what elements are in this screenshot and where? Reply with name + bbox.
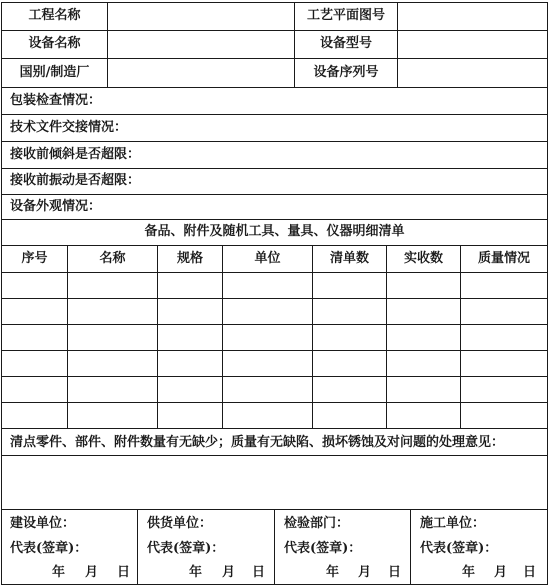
date-month: 月 — [358, 565, 372, 580]
date-day: 日 — [252, 565, 266, 580]
col-header: 规格 — [176, 251, 203, 266]
date-year: 年 — [189, 565, 203, 580]
tilt-limit-label: 接收前倾斜是否超限： — [10, 147, 141, 162]
packaging-check-label: 包装检查情况： — [10, 93, 102, 108]
date-month: 月 — [222, 565, 236, 580]
rep-signature-label: 代表(签章)： — [10, 541, 88, 556]
col-header: 清单数 — [329, 251, 369, 266]
row-line — [1, 114, 548, 115]
table-row-line — [1, 428, 548, 429]
supplier-unit-label: 供货单位： — [147, 516, 213, 531]
rep-signature-label: 代表(签章)： — [420, 541, 498, 556]
tech-docs-label: 技术文件交接情况： — [10, 120, 128, 135]
serial-number-label: 设备序列号 — [313, 65, 379, 80]
inspection-dept-label: 检验部门： — [284, 516, 350, 531]
date-year: 年 — [326, 565, 340, 580]
border-top — [1, 2, 548, 3]
col-header: 序号 — [21, 251, 48, 266]
date-year: 年 — [462, 565, 476, 580]
signature-divider — [410, 509, 411, 585]
col-header: 实收数 — [403, 251, 443, 266]
process-plan-label: 工艺平面图号 — [306, 8, 385, 23]
row-line — [1, 87, 548, 88]
equipment-model-label: 设备型号 — [319, 36, 372, 51]
row-line — [1, 219, 548, 220]
project-name-label: 工程名称 — [28, 8, 81, 23]
rep-signature-label: 代表(签章)： — [284, 541, 362, 556]
col-divider — [222, 245, 223, 429]
table-row-line — [1, 350, 548, 351]
table-row-line — [1, 376, 548, 377]
col-header: 单位 — [254, 251, 281, 266]
col-divider — [157, 245, 158, 429]
row-line — [1, 141, 548, 142]
date-month: 月 — [85, 565, 99, 580]
row-line — [1, 455, 548, 456]
country-maker-label: 国别/制造厂 — [19, 65, 90, 80]
table-row-line — [1, 324, 548, 325]
border-left — [1, 2, 2, 585]
col-divider — [386, 245, 387, 429]
row-line — [1, 58, 548, 59]
date-day: 日 — [388, 565, 402, 580]
construction-unit-label: 建设单位： — [10, 516, 76, 531]
date-year: 年 — [52, 565, 66, 580]
header-divider — [107, 2, 108, 88]
row-line — [1, 272, 548, 273]
row-line — [1, 245, 548, 246]
col-divider — [67, 245, 68, 429]
col-divider — [312, 245, 313, 429]
equipment-name-label: 设备名称 — [28, 36, 81, 51]
signature-divider — [274, 509, 275, 585]
row-line — [1, 168, 548, 169]
table-row-line — [1, 298, 548, 299]
contractor-unit-label: 施工单位： — [420, 516, 486, 531]
parts-list-title: 备品、附件及随机工具、量具、仪器明细清单 — [144, 224, 405, 239]
border-right — [547, 2, 548, 585]
date-day: 日 — [523, 565, 537, 580]
col-header: 质量情况 — [477, 251, 530, 266]
row-line — [1, 194, 548, 195]
appearance-label: 设备外观情况： — [10, 199, 102, 214]
table-row-line — [1, 402, 548, 403]
date-day: 日 — [117, 565, 131, 580]
col-divider — [460, 245, 461, 429]
col-header: 名称 — [99, 251, 126, 266]
signature-divider — [137, 509, 138, 585]
rep-signature-label: 代表(签章)： — [147, 541, 225, 556]
inspection-note-label: 清点零件、部件、附件数量有无缺少；质量有无缺陷、损坏锈蚀及对问题的处理意见： — [10, 435, 505, 450]
date-month: 月 — [494, 565, 508, 580]
row-line — [1, 30, 548, 31]
header-divider — [397, 2, 398, 88]
vibration-limit-label: 接收前振动是否超限： — [10, 173, 141, 188]
